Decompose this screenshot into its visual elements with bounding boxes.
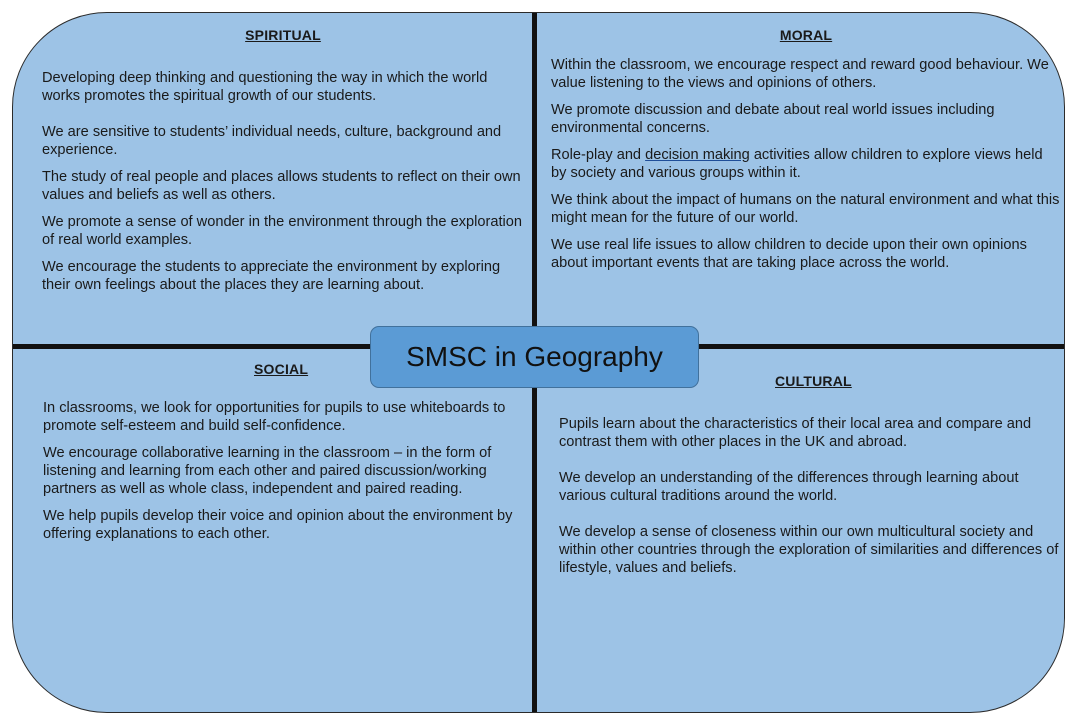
social-paragraph: We help pupils develop their voice and opinion about the environment by offering explanations to each other. <box>43 508 513 542</box>
spiritual-paragraph: We promote a sense of wonder in the environment through the exploration of real world examples. <box>42 214 522 248</box>
decision-making-underlined: decision making <box>645 147 750 163</box>
spiritual-paragraph: The study of real people and places allows students to reflect on their own values and beliefs as well as others. <box>42 169 521 203</box>
spiritual-paragraph: Developing deep thinking and questioning the way in which the world works promotes the spiritual growth of our students. <box>42 70 488 104</box>
roleplay-text-start: Role-play and <box>551 147 646 163</box>
roleplay-text-end: activities allow children to explore views held by society and various groups within it. <box>551 147 1043 181</box>
cultural-paragraph: We develop an understanding of the differences through learning about various cultural traditions around the world. <box>559 470 1019 504</box>
spiritual-paragraph: We are sensitive to students’ individual needs, culture, background and experience. <box>42 124 502 158</box>
spiritual-section <box>42 27 524 303</box>
social-paragraph: In classrooms, we look for opportunities for pupils to use whiteboards to promote self-esteem and build self-confidence. <box>43 400 506 434</box>
moral-paragraph: We think about the impact of humans on the natural environment and what this might mean for the future of our world. <box>551 192 1060 226</box>
social-heading: SOCIAL <box>254 361 309 377</box>
moral-section <box>551 27 1061 281</box>
cultural-heading: CULTURAL <box>775 373 852 389</box>
cultural-paragraph: Pupils learn about the characteristics of their local area and compare and contrast them with other places in the UK and abroad. <box>559 416 1032 450</box>
cultural-section <box>559 373 1059 586</box>
cultural-paragraph: We develop a sense of closeness within our own multicultural society and within other countries through the exploration of similarities and differences of lifestyle, values and beliefs. <box>559 524 1059 576</box>
moral-heading: MORAL <box>779 27 833 43</box>
page-title: SMSC in Geography <box>370 326 699 388</box>
moral-paragraph: We use real life issues to allow children to decide upon their own opinions about important events that are taking place across the world. <box>551 237 1027 271</box>
spiritual-heading: SPIRITUAL <box>245 27 321 43</box>
social-paragraph: We encourage collaborative learning in the classroom – in the form of listening and learning from each other and paired discussion/working partners as well as whole class, independent and paired reading. <box>43 445 492 497</box>
social-section <box>43 361 513 552</box>
moral-paragraph: We promote discussion and debate about real world issues including environmental concerns. <box>551 102 995 136</box>
moral-paragraph: Within the classroom, we encourage respect and reward good behaviour. We value listening to the views and opinions of others. <box>551 57 1049 91</box>
spiritual-paragraph: We encourage the students to appreciate the environment by exploring their own feelings about the places they are learning about. <box>42 259 501 293</box>
moral-paragraph-roleplay <box>551 146 1061 182</box>
